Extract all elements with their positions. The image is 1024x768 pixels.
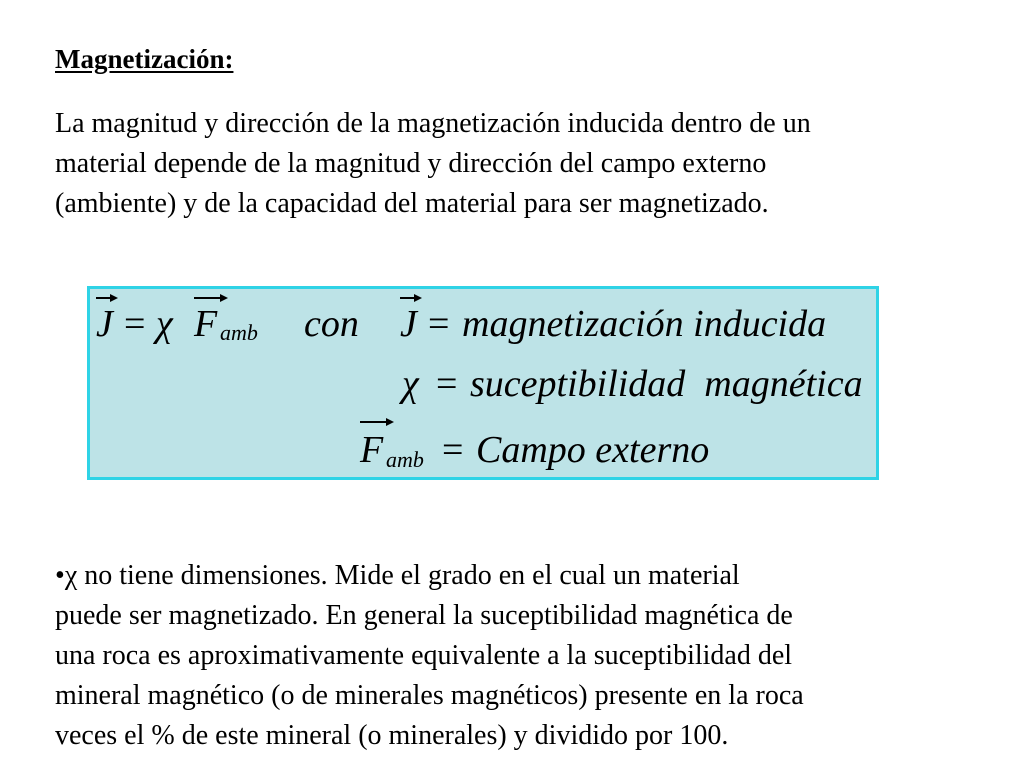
symbol-chi: χ <box>156 303 173 345</box>
intro-paragraph <box>55 104 985 224</box>
chi-symbol: χ <box>64 560 78 591</box>
bullet-line: mineral magnético (o de minerales magnéticos) presente en la roca <box>55 680 804 711</box>
intro-line: material depende de la magnitud y dirección del campo externo <box>55 148 767 179</box>
bullet-paragraph <box>55 556 995 756</box>
bullet-line: una roca es aproximativamente equivalente a la suceptibilidad del <box>55 640 793 671</box>
subscript-amb: amb <box>220 320 258 345</box>
j-definition: magnetización inducida <box>462 303 827 345</box>
subscript-amb: amb <box>386 447 424 472</box>
bullet-line: puede ser magnetizado. En general la suceptibilidad magnética de <box>55 600 793 631</box>
symbol-j: J <box>96 303 113 345</box>
word-con: con <box>304 303 359 345</box>
bullet-line: veces el % de este mineral (o minerales) y dividido por 100. <box>55 720 729 751</box>
equals-sign: = <box>442 429 464 471</box>
formula-box <box>87 286 879 480</box>
symbol-chi: χ <box>402 363 419 405</box>
f-definition: Campo externo <box>476 429 710 471</box>
chi-definition: suceptibilidad magnética <box>470 363 863 405</box>
bullet-marker: • <box>55 560 65 591</box>
symbol-f: F <box>360 429 384 471</box>
equals-sign: = <box>428 303 450 345</box>
slide-title: Magnetización: <box>55 44 234 74</box>
symbol-f: F <box>194 303 218 345</box>
bullet-line-text: no tiene dimensiones. Mide el grado en el cual un material <box>77 560 740 591</box>
intro-line: (ambiente) y de la capacidad del material para ser magnetizado. <box>55 188 769 219</box>
equals-sign: = <box>124 303 146 345</box>
vector-arrow-icon <box>96 293 118 303</box>
vector-arrow-icon <box>360 417 394 427</box>
equals-sign: = <box>436 363 458 405</box>
bullet-line <box>55 556 995 596</box>
vector-arrow-icon <box>400 293 422 303</box>
intro-line: La magnitud y dirección de la magnetización inducida dentro de un <box>55 108 811 139</box>
symbol-j: J <box>400 303 417 345</box>
vector-arrow-icon <box>194 293 228 303</box>
